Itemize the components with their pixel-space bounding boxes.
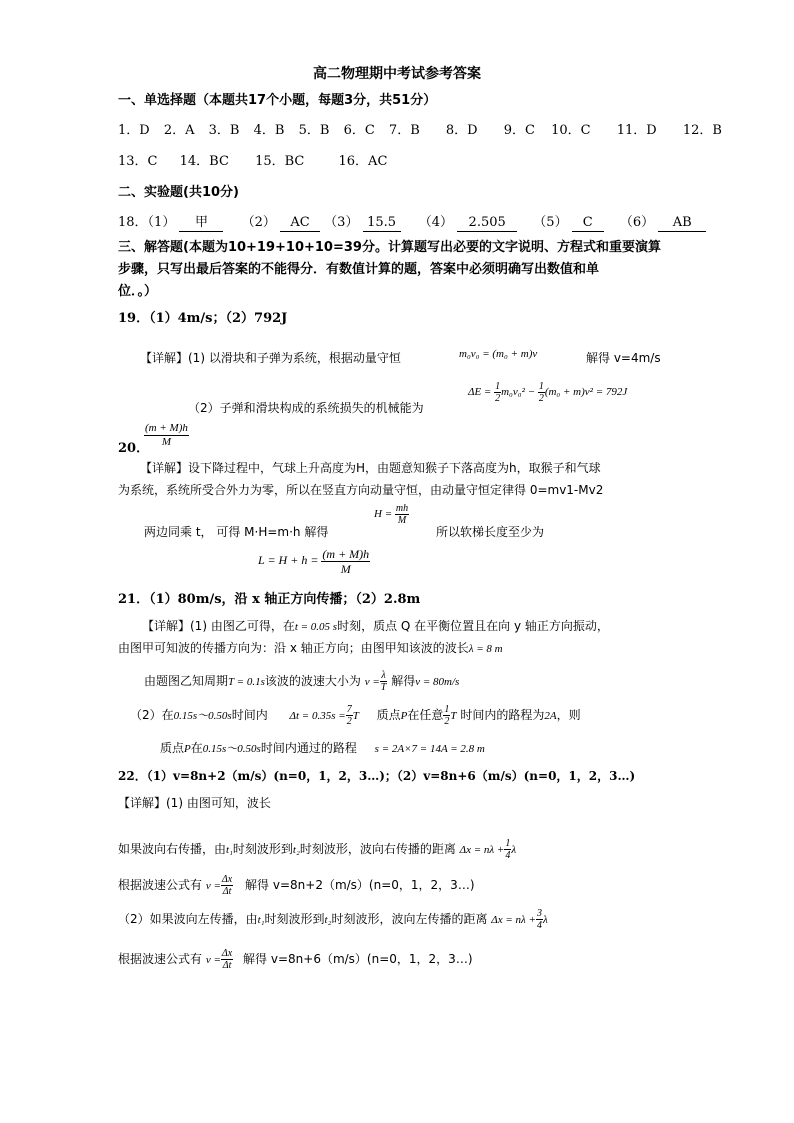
math: T = 0.1s [228, 676, 265, 688]
text: 时刻波形，波向左传播的距离 [331, 912, 488, 926]
answer-item: 1．D [118, 123, 150, 138]
answer-item: 5．B [298, 123, 330, 138]
q22-line4 [118, 904, 548, 935]
text: 由题图乙知周期 [144, 674, 229, 688]
answer-item: 12．B [682, 123, 722, 138]
text: 【详解】(1) 由图乙可得，在 [142, 619, 295, 633]
text: 时刻波形到 [264, 912, 325, 926]
q19-detail1-text: 【详解】(1) 以滑块和子弹为系统，根据动量守恒 [140, 351, 401, 365]
q18-label: （4） [418, 215, 454, 230]
text: 质点 [160, 741, 185, 755]
math: 0.15s～0.50s [173, 710, 232, 722]
section2-heading: 二、实验题(共10分) [118, 185, 239, 200]
frac-den: 2 [346, 716, 352, 727]
q21-line1 [142, 618, 609, 635]
text: 时刻波形，波向右传播的距离 [299, 842, 456, 856]
answer-item: 6．C [343, 123, 375, 138]
math: t = 0.05 s [294, 621, 338, 633]
frac-num: (m + M)h [145, 422, 188, 434]
answer-item: 3．B [208, 123, 240, 138]
fraction [538, 381, 545, 404]
page-title: 高二物理期中考试参考答案 [313, 66, 481, 82]
text: 时刻波形到 [232, 842, 293, 856]
q18-blank-1: 甲 [179, 215, 223, 232]
q19-answer: 19．（1）4m/s；（2）792J [118, 311, 288, 326]
math: Δx = nλ + [459, 844, 505, 856]
eq-text: H = [374, 508, 393, 520]
q18-blank-5: C [572, 215, 604, 232]
math: T [352, 710, 359, 722]
frac-num: Δx [221, 948, 233, 959]
q22-line2 [118, 834, 516, 865]
frac-den: M [397, 514, 407, 526]
fraction [321, 547, 370, 576]
fraction [144, 422, 189, 449]
q20-answer [144, 422, 189, 449]
text: 在任意 [407, 708, 444, 722]
text: 如果波向右传播，由 [118, 842, 227, 856]
fraction [380, 670, 388, 693]
text: 时间内 [231, 708, 268, 722]
math: v = [364, 676, 380, 688]
eq-text: (m₀ + m)v² = 792J [544, 386, 628, 398]
frac-den: 2 [495, 392, 501, 404]
frac-num: 3 [536, 908, 542, 919]
fraction [221, 948, 233, 971]
answer-item: 7．B [388, 123, 420, 138]
text: 根据波速公式有 [118, 952, 203, 966]
text: 时刻，质点 Q 在平衡位置且在向 y 轴正方向振动， [337, 619, 609, 633]
answer-item: 16．AC [338, 154, 388, 169]
q18-label: （2） [241, 215, 276, 230]
text: 该波的波速大小为 [264, 674, 361, 688]
frac-den: 4 [536, 920, 542, 931]
frac-den: M [161, 436, 172, 448]
math: t₂ [324, 914, 332, 926]
section1-answers-row1 [118, 123, 722, 139]
text: 质点 [376, 708, 401, 722]
q21-line2 [118, 640, 503, 657]
q19-detail1-result: 解得 v=4m/s [586, 351, 661, 365]
math: P [400, 710, 408, 722]
frac-den: Δt [222, 886, 232, 897]
answer-item: 2．A [163, 123, 195, 138]
fraction [536, 908, 543, 931]
frac-num: 1 [538, 380, 544, 392]
math: v = [205, 880, 221, 892]
q20-detail-line2: 为系统，系统所受合外力为零，所以在竖直方向动量守恒，由动量守恒定律得 0=mv1-Mv2 [118, 483, 604, 497]
text: 解得 [391, 674, 416, 688]
frac-den: 2 [538, 392, 544, 404]
frac-den: M [340, 561, 351, 576]
text: 时间内通过的路程 [260, 741, 357, 755]
q18-answers [118, 215, 706, 232]
q22-line5 [118, 944, 473, 975]
q18-label: （6） [619, 215, 655, 230]
frac-den: 4 [505, 850, 511, 861]
text: （2）在 [130, 708, 174, 722]
q18-blank-3: 15.5 [363, 215, 401, 232]
answer-item: 4．B [253, 123, 285, 138]
q21-answer: 21．（1）80m/s，沿 x 轴正方向传播；（2）2.8m [118, 592, 421, 607]
q20-length-equation [258, 546, 370, 576]
text: 解得 v=8n+2（m/s）(n=0，1，2，3…) [245, 878, 475, 892]
frac-den: T [380, 682, 387, 693]
frac-num: Δx [221, 874, 233, 885]
q20-height-equation [374, 502, 409, 526]
section3-heading-line2: 步骤，只写出最后答案的不能得分．有数值计算的题，答案中必须明确写出数值和单 [118, 262, 600, 277]
section3-heading-line1: 三、解答题(本题为10+19+10+10=39分。计算题写出必要的文字说明、方程式和重要演算 [118, 240, 661, 255]
q22-line1: 【详解】(1) 由图可知，波长 [118, 796, 271, 810]
section1-answers-row2 [118, 154, 387, 170]
q18-blank-2: AC [280, 215, 320, 232]
q21-line4 [130, 700, 581, 731]
answer-item: 10．C [551, 123, 591, 138]
text: （2）如果波向左传播，由 [118, 912, 258, 926]
math: s = 2A×7 = 14A = 2.8 m [374, 743, 485, 755]
text: 在 [190, 741, 203, 755]
eq-text: ΔE = [468, 386, 495, 398]
q19-momentum-equation: m₀v₀ = (m₀ + m)v [459, 348, 538, 360]
frac-num: λ [381, 670, 386, 681]
q20-detail-line3b: 所以软梯长度至少为 [436, 525, 545, 539]
math: t₁ [257, 914, 265, 926]
eq-text: L = H + h = [258, 553, 319, 567]
q20-detail-line3a: 两边同乘 t， 可得 M·H=m·h 解得 [144, 525, 329, 539]
frac-num: 1 [444, 704, 450, 715]
math: λ [542, 914, 548, 926]
text: ，则 [556, 708, 581, 722]
q18-blank-6: AB [658, 215, 706, 232]
math: v = [205, 954, 221, 966]
answer-item: 15．BC [255, 154, 305, 169]
q19-energy-equation [468, 380, 627, 404]
answer-item: 14．BC [179, 154, 229, 169]
fraction [395, 503, 409, 526]
q20-number: 20． [118, 441, 150, 456]
frac-num: 1 [495, 380, 501, 392]
q22-answer: 22．（1）v=8n+2（m/s）(n=0，1，2，3…)；（2）v=8n+6（m/s）(n=0，1，2，3…) [118, 769, 636, 783]
math: t₂ [292, 844, 300, 856]
fraction [346, 704, 353, 727]
q18-label: （5） [533, 215, 568, 230]
text: 根据波速公式有 [118, 878, 203, 892]
q18-blank-4: 2.505 [457, 215, 517, 232]
q20-detail-line1: 【详解】设下降过程中，气球上升高度为H，由题意知猴子下落高度为h，取猴子和气球 [140, 461, 601, 475]
math: T [450, 710, 457, 722]
text: 时间内的路程为 [460, 708, 545, 722]
frac-den: 2 [444, 716, 450, 727]
section1-heading: 一、单选择题（本题共17个小题，每题3分，共51分） [118, 93, 437, 108]
q22-line3 [118, 870, 475, 901]
text: 解得 v=8n+6（m/s）(n=0，1，2，3…) [243, 952, 473, 966]
frac-num: (m + M)h [322, 546, 370, 561]
answer-item: 9．C [503, 123, 535, 138]
math: P [184, 743, 191, 755]
math: Δt = 0.35s = [289, 710, 346, 722]
math: λ [511, 844, 517, 856]
q19-detail2-text: （2）子弹和滑块构成的系统损失的机械能为 [188, 401, 424, 415]
q21-line5 [160, 740, 485, 757]
fraction [221, 874, 233, 897]
math: λ = 8 m [468, 643, 503, 655]
math: t₁ [226, 844, 233, 856]
math: Δx = nλ + [491, 914, 536, 926]
frac-den: Δt [222, 960, 232, 971]
q18-prefix: 18．（1） [118, 215, 176, 230]
frac-num: mh [395, 502, 409, 514]
answer-item: 13．C [118, 154, 158, 169]
frac-num: 1 [505, 838, 511, 849]
math: v = 80m/s [415, 676, 460, 688]
frac-num: 7 [346, 704, 352, 715]
answer-item: 11．D [616, 123, 657, 138]
answer-item: 8．D [445, 123, 478, 138]
eq-text: m₀v₀² − [501, 386, 538, 398]
q21-line3 [144, 666, 459, 697]
math: 0.15s～0.50s [202, 743, 261, 755]
section3-heading-line3: 位．。） [118, 284, 158, 299]
q18-label: （3） [324, 215, 359, 230]
math: 2A [544, 710, 557, 722]
text: 由图甲可知波的传播方向为：沿 x 轴正方向；由图甲知该波的波长 [118, 641, 469, 655]
